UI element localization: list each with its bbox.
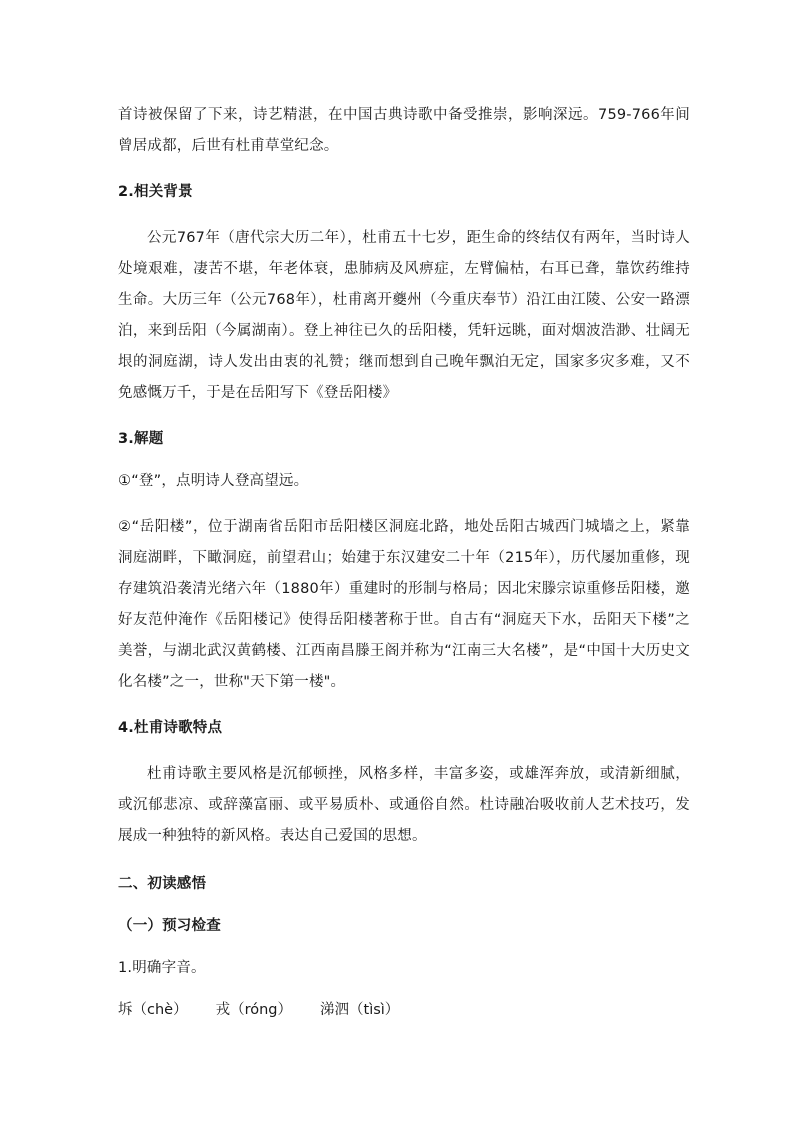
intro-paragraph: 首诗被保留了下来，诗艺精湛，在中国古典诗歌中备受推崇，影响深远。759-766年间曾居成都，后世有杜甫草堂纪念。	[118, 107, 690, 154]
part-heading-first-reading: 二、初读感悟	[118, 876, 207, 892]
sub-heading-preview-check: （一）预习检查	[118, 918, 221, 934]
title-explanation-item-1: ①“登”，点明诗人登高望远。	[118, 473, 309, 489]
title-explanation-item-2: ②“岳阳楼”，位于湖南省岳阳市岳阳楼区洞庭北路，地处岳阳古城西门城墙之上，紧靠洞庭湖畔，下瞰洞庭，前望君山；始建于东汉建安二十年（215年），历代屡加重修，现存建筑沿袭清光绪六年（1880年）重建时的形制与格局；因北宋滕宗谅重修岳阳楼，邀好友范仲淹作《岳阳楼记》使得岳阳楼著称于世。自古有“洞庭天下水，岳阳天下楼”之美誉，与湖北武汉黄鹤楼、江西南昌滕王阁并称为“江南三大名楼”，是“中国十大历史文化名楼”之一，世称"天下第一楼"。	[118, 519, 690, 690]
poetry-features-paragraph: 杜甫诗歌主要风格是沉郁顿挫，风格多样，丰富多姿，或雄浑奔放，或清新细腻，或沉郁悲凉、或辞藻富丽、或平易质朴、或通俗自然。杜诗融冶吸收前人艺术技巧，发展成一种独特的新风格。表达自己爱国的思想。	[118, 766, 690, 844]
section-heading-title-explanation: 3.解题	[118, 431, 164, 447]
pinyin-list	[118, 995, 690, 1026]
pinyin-item: 戎（róng）	[215, 1002, 293, 1018]
preview-item-pronunciation: 1.明确字音。	[118, 960, 206, 976]
pinyin-item: 坼（chè）	[118, 1002, 188, 1018]
section-heading-poetry-features: 4.杜甫诗歌特点	[118, 720, 223, 736]
background-paragraph: 公元767年（唐代宗大历二年），杜甫五十七岁，距生命的终结仅有两年，当时诗人处境艰难，凄苦不堪，年老体衰，患肺病及风痹症，左臂偏枯，右耳已聋，靠饮药维持生命。大历三年（公元768年），杜甫离开夔州（今重庆奉节）沿江由江陵、公安一路漂泊，来到岳阳（今属湖南）。登上神往已久的岳阳楼，凭轩远眺，面对烟波浩渺、壮阔无垠的洞庭湖，诗人发出由衷的礼赞；继而想到自己晚年飘泊无定，国家多灾多难，又不免感慨万千，于是在岳阳写下《登岳阳楼》	[118, 230, 690, 401]
section-heading-background: 2.相关背景	[118, 184, 193, 200]
pinyin-item: 涕泗（tìsì）	[320, 1002, 400, 1018]
document-body	[118, 100, 690, 1026]
